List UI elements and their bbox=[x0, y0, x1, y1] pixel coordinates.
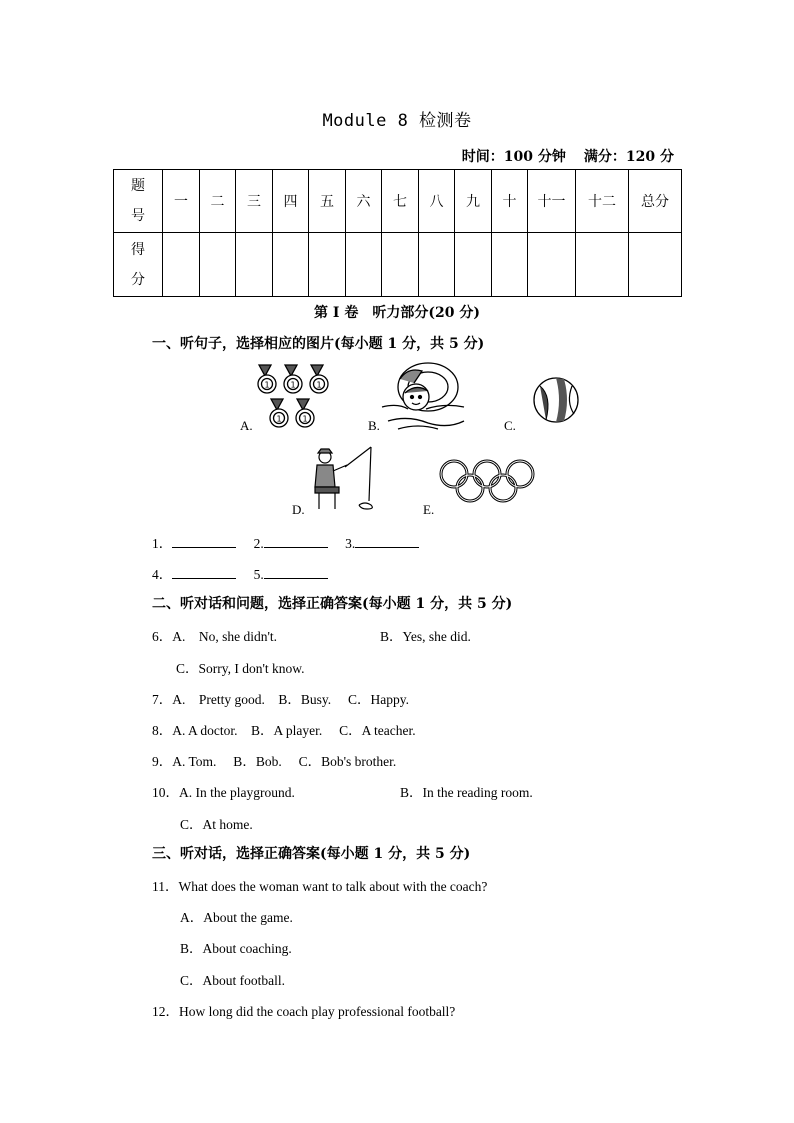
score-cell bbox=[200, 233, 236, 297]
question-6-option-a: 6．A. No, she didn't. bbox=[152, 629, 278, 644]
score-cell bbox=[346, 233, 382, 297]
score-cell bbox=[455, 233, 492, 297]
column-header: 九 bbox=[455, 170, 492, 233]
blank-label: 5. bbox=[253, 567, 264, 582]
svg-text:1: 1 bbox=[302, 414, 308, 424]
question-11-option-b: B．About coaching. bbox=[180, 941, 292, 956]
medals-icon bbox=[253, 362, 333, 434]
column-header: 十一 bbox=[528, 170, 576, 233]
answer-blanks-row1 bbox=[152, 532, 419, 552]
part-title: 第 I 卷 听力部分(20 分) bbox=[314, 305, 480, 321]
option-label-c: C. bbox=[504, 418, 516, 433]
table-row-question-numbers bbox=[114, 170, 682, 233]
column-header: 五 bbox=[309, 170, 346, 233]
section1-heading: 一、听句子，选择相应的图片(每小题 1 分，共 5 分) bbox=[152, 336, 485, 352]
score-cell bbox=[629, 233, 682, 297]
question-6-option-c: C．Sorry, I don't know. bbox=[176, 661, 305, 676]
table-row-scores bbox=[114, 233, 682, 297]
question-12: 12．How long did the coach play professional football? bbox=[152, 1004, 456, 1019]
question-7: 7．A. Pretty good. B．Busy. C．Happy. bbox=[152, 692, 410, 707]
score-cell bbox=[492, 233, 528, 297]
question-10-option-b: B．In the reading room. bbox=[400, 785, 533, 800]
label-char: 题 bbox=[131, 178, 145, 194]
score-cell bbox=[273, 233, 309, 297]
page-title: Module 8 检测卷 bbox=[322, 111, 472, 131]
question-10-option-c: C．At home. bbox=[180, 817, 253, 832]
svg-text:1: 1 bbox=[316, 380, 322, 390]
ball-icon bbox=[532, 376, 580, 424]
question-6-option-b: B．Yes, she did. bbox=[380, 629, 471, 644]
label-char: 得 bbox=[131, 241, 145, 258]
column-header: 总分 bbox=[629, 170, 682, 233]
answer-blank[interactable] bbox=[172, 535, 236, 548]
column-header: 二 bbox=[200, 170, 236, 233]
column-header: 十二 bbox=[576, 170, 629, 233]
score-cell bbox=[236, 233, 273, 297]
score-cell bbox=[382, 233, 419, 297]
fishing-person-icon bbox=[305, 443, 380, 515]
answer-blank[interactable] bbox=[264, 566, 328, 579]
answer-blanks-row2 bbox=[152, 563, 328, 583]
question-9: 9．A. Tom. B．Bob. C．Bob's brother. bbox=[152, 754, 397, 769]
row-label-question-number bbox=[114, 170, 163, 233]
score-cell bbox=[163, 233, 200, 297]
column-header: 十 bbox=[492, 170, 528, 233]
answer-blank[interactable] bbox=[172, 566, 236, 579]
score-cell bbox=[419, 233, 455, 297]
score-cell bbox=[309, 233, 346, 297]
olympic-rings-icon bbox=[437, 457, 537, 507]
option-label-d: D. bbox=[292, 502, 305, 517]
blank-label: 2. bbox=[253, 536, 264, 551]
question-10-option-a: 10．A. In the playground. bbox=[152, 785, 295, 800]
row-label-score bbox=[114, 233, 163, 297]
answer-blank[interactable] bbox=[264, 535, 328, 548]
question-8: 8．A. A doctor. B．A player. C．A teacher. bbox=[152, 723, 416, 738]
score-cell bbox=[528, 233, 576, 297]
svg-text:1: 1 bbox=[264, 380, 270, 390]
option-label-a: A. bbox=[240, 418, 253, 433]
blank-label: 3. bbox=[345, 536, 356, 551]
question-11: 11．What does the woman want to talk about with the coach? bbox=[152, 879, 488, 894]
column-header: 七 bbox=[382, 170, 419, 233]
question-11-option-c: C．About football. bbox=[180, 973, 285, 988]
column-header: 三 bbox=[236, 170, 273, 233]
column-header: 一 bbox=[163, 170, 200, 233]
label-char: 分 bbox=[131, 271, 145, 288]
svg-text:1: 1 bbox=[276, 414, 282, 424]
exam-info bbox=[462, 146, 674, 166]
column-header: 八 bbox=[419, 170, 455, 233]
blank-label: 1． bbox=[152, 536, 173, 551]
swimmer-icon bbox=[378, 357, 468, 437]
full-score: 满分：120 分 bbox=[583, 149, 674, 165]
section3-heading: 三、听对话，选择正确答案(每小题 1 分，共 5 分) bbox=[152, 846, 471, 862]
score-table bbox=[113, 169, 682, 297]
column-header: 四 bbox=[273, 170, 309, 233]
svg-text:1: 1 bbox=[290, 380, 296, 390]
blank-label: 4． bbox=[152, 567, 173, 582]
column-header: 六 bbox=[346, 170, 382, 233]
answer-blank[interactable] bbox=[355, 535, 419, 548]
score-cell bbox=[576, 233, 629, 297]
question-11-option-a: A．About the game. bbox=[180, 910, 293, 925]
option-label-b: B. bbox=[368, 418, 380, 433]
section2-heading: 二、听对话和问题，选择正确答案(每小题 1 分，共 5 分) bbox=[152, 596, 513, 612]
label-char: 号 bbox=[131, 208, 145, 224]
time-limit: 时间：100 分钟 bbox=[461, 149, 566, 165]
option-label-e: E. bbox=[423, 502, 435, 517]
